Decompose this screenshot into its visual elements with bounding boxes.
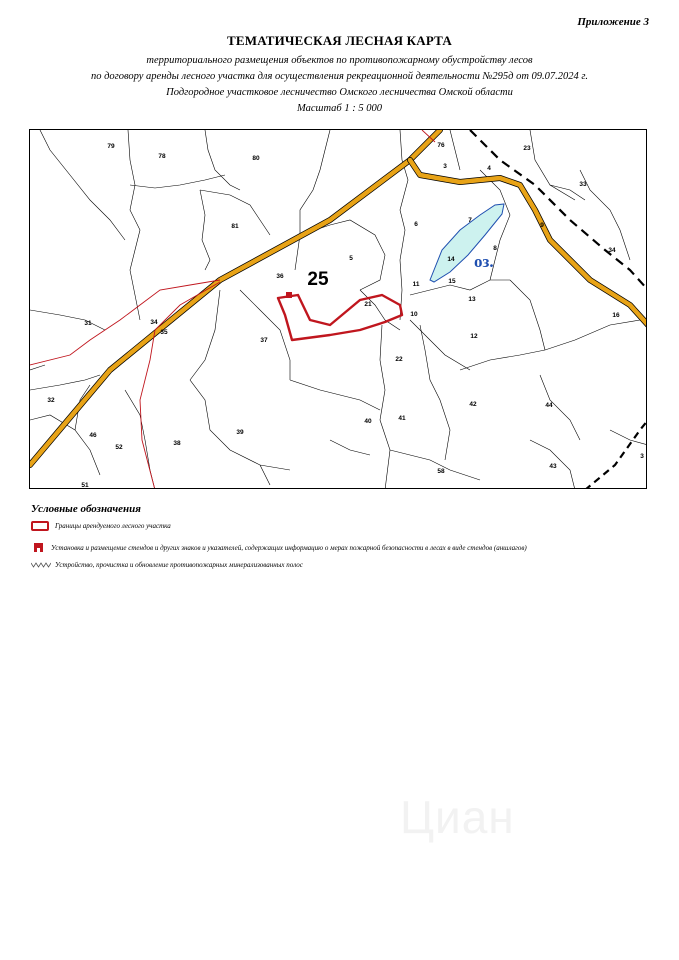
parcel-number: 78 [158,153,166,160]
parcel-number: 34 [150,319,158,326]
parcel-number: 58 [437,468,445,475]
subtitle-line-3: Подгородное участковое лесничество Омского лесничества Омской области [166,87,513,98]
sign-stand-marker [286,292,292,298]
parcel-number: 40 [364,418,372,425]
legend-label: Установка и размещение стендов и других знаков и указателей, содержащих информацию о мерах пожарной безопасности в лесах в виде стендов (аншлагов) [51,543,527,552]
parcel-number: 44 [545,402,553,409]
parcel-number: 16 [612,312,620,319]
legend-item-leased-boundary [31,521,171,531]
parcel-number: 11 [412,281,420,288]
legend-label: Границы арендуемого лесного участка [55,522,171,530]
watermark: Циан [400,791,515,843]
parcel-number: 39 [236,429,244,436]
parcel-number: 35 [160,329,168,336]
parcel-number: 41 [398,415,406,422]
parcel-number: 33 [579,181,587,188]
parcel-number: 79 [107,143,115,150]
parcel-number: 51 [81,482,89,489]
red-outline-box-icon [31,521,49,531]
parcel-number: 5 [349,255,353,262]
parcel-number: 42 [469,401,477,408]
parcel-number: 3 [443,163,447,170]
legend-item-sign-stands [31,543,527,552]
parcel-number: 21 [364,301,372,308]
quarter-number: 25 [307,269,329,290]
legend-title: Условные обозначения [31,503,141,515]
scale-label: Масштаб 1 : 5 000 [297,103,382,114]
parcel-boundaries [30,130,647,489]
wave-line-icon [31,562,51,568]
lake-label: оз. [474,252,494,271]
legend-item-firebreaks [31,561,303,569]
parcel-number: 9 [540,222,544,229]
parcel-number: 23 [523,145,531,152]
subtitle-line-2: по договору аренды лесного участка для осуществления рекреационной деятельности №295д от 09.07.2024 г. [90,71,589,82]
appendix-label: Приложение 3 [577,16,649,28]
parcel-number: 6 [414,221,418,228]
parcel-number: 15 [448,278,456,285]
parcel-number: 32 [47,397,55,404]
parcel-number: 3 [640,453,644,460]
legend-label: Устройство, прочистка и обновление противопожарных минерализованных полос [55,561,303,569]
parcel-number: 81 [231,223,239,230]
parcel-number: 37 [260,337,268,344]
parcel-number: 52 [115,444,123,451]
parcel-number: 14 [447,256,455,263]
parcel-number: 12 [470,333,478,340]
parcel-number: 38 [173,440,181,447]
parcel-number: 31 [84,320,92,327]
parcel-number: 10 [410,311,418,318]
parcel-number: 46 [89,432,97,439]
red-sign-icon [34,543,43,552]
map-title: ТЕМАТИЧЕСКАЯ ЛЕСНАЯ КАРТА [227,33,452,48]
parcel-number: 8 [493,245,497,252]
parcel-number: 76 [437,142,445,149]
parcel-number: 36 [276,273,284,280]
subtitle-line-1: территориального размещения объектов по противопожарному обустройству лесов [146,55,533,66]
parcel-number: 80 [252,155,260,162]
parcel-numbers [47,142,644,489]
road-network [30,130,647,465]
parcel-number: 4 [487,165,491,172]
parcel-number: 22 [395,356,403,363]
parcel-number: 43 [549,463,557,470]
parcel-number: 13 [468,296,476,303]
forest-map [29,129,647,489]
parcel-number: 34 [608,247,616,254]
parcel-number: 7 [468,217,472,224]
